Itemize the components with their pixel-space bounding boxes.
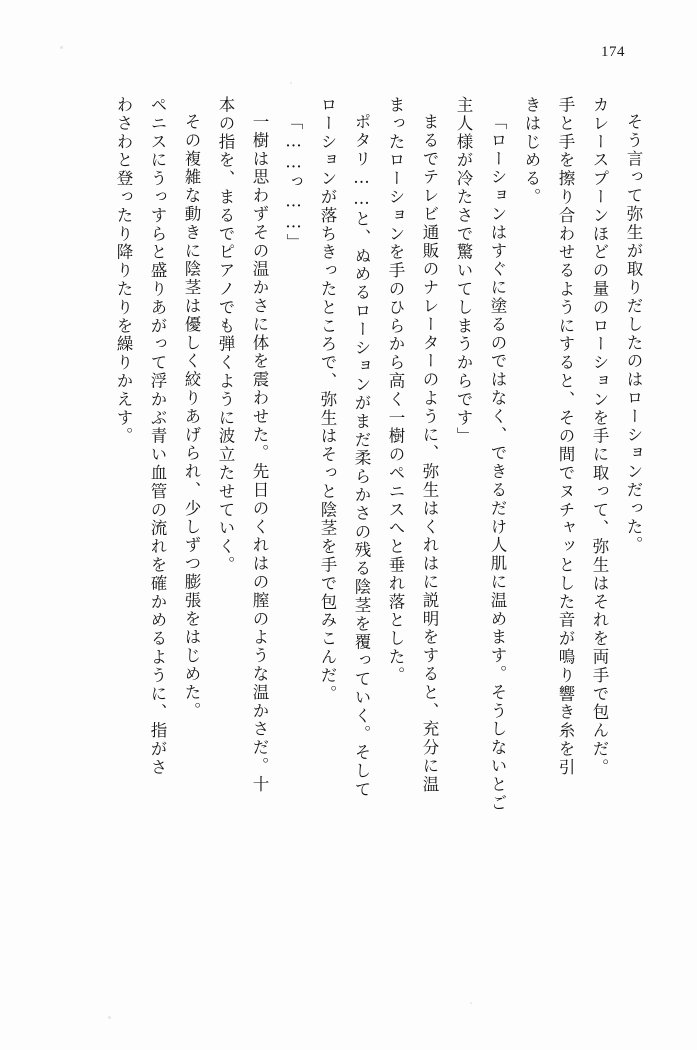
text-column: ローションが落ちきったところで、弥生はそっと陰茎を手で包みこんだ。 — [318, 96, 337, 704]
text-column: 一樹は思わずその温かさに体を震わせた。先日のくれはの膣のような温かさだ。十 — [250, 113, 269, 794]
text-column: まったローションを手のひらから高く一樹のペニスへと垂れ落とした。 — [386, 96, 405, 685]
paper-speck — [290, 82, 292, 84]
text-column: わさわと登ったり降りたりを繰りかえす。 — [114, 96, 133, 446]
text-column: カレースプーンほどの量のローションを手に取って、弥生はそれを両手で包んだ。 — [590, 96, 609, 777]
text-column: まるでテレビ通販のナレーターのように、弥生はくれはに説明をすると、充分に温 — [420, 113, 439, 794]
text-column: 「……っ……」 — [284, 113, 303, 252]
text-column: 「ローションはすぐに塗るのではなく、できるだけ人肌に温めます。そうしないとご — [488, 113, 507, 813]
text-column: 本の指を、まるでピアノでも弾くように波立たせていく。 — [216, 96, 235, 575]
text-column: 手と手を擦り合わせるようにすると、その間でヌチャッとした音が鳴り響き糸を引 — [556, 96, 575, 777]
text-column: そう言って弥生が取りだしたのはローションだった。 — [624, 113, 643, 555]
page-number: 174 — [601, 44, 625, 60]
text-column: 主人様が冷たさで驚いてしまうからです」 — [454, 96, 473, 446]
text-column: きはじめる。 — [522, 96, 541, 207]
text-column: ポタリ……と、ぬめるローションがまだ柔らかさの残る陰茎を覆っていく。そして — [352, 113, 371, 799]
paper-speck — [60, 46, 63, 49]
paper-speck — [108, 1016, 111, 1019]
text-column: その複雑な動きに陰茎は優しく絞りあげられ、少しずつ膨張をはじめた。 — [182, 113, 201, 721]
vertical-text-body — [58, 96, 641, 996]
text-column: ペニスにうっすらと盛りあがって浮かぶ青い血管の流れを確かめるように、指がさ — [148, 96, 167, 777]
